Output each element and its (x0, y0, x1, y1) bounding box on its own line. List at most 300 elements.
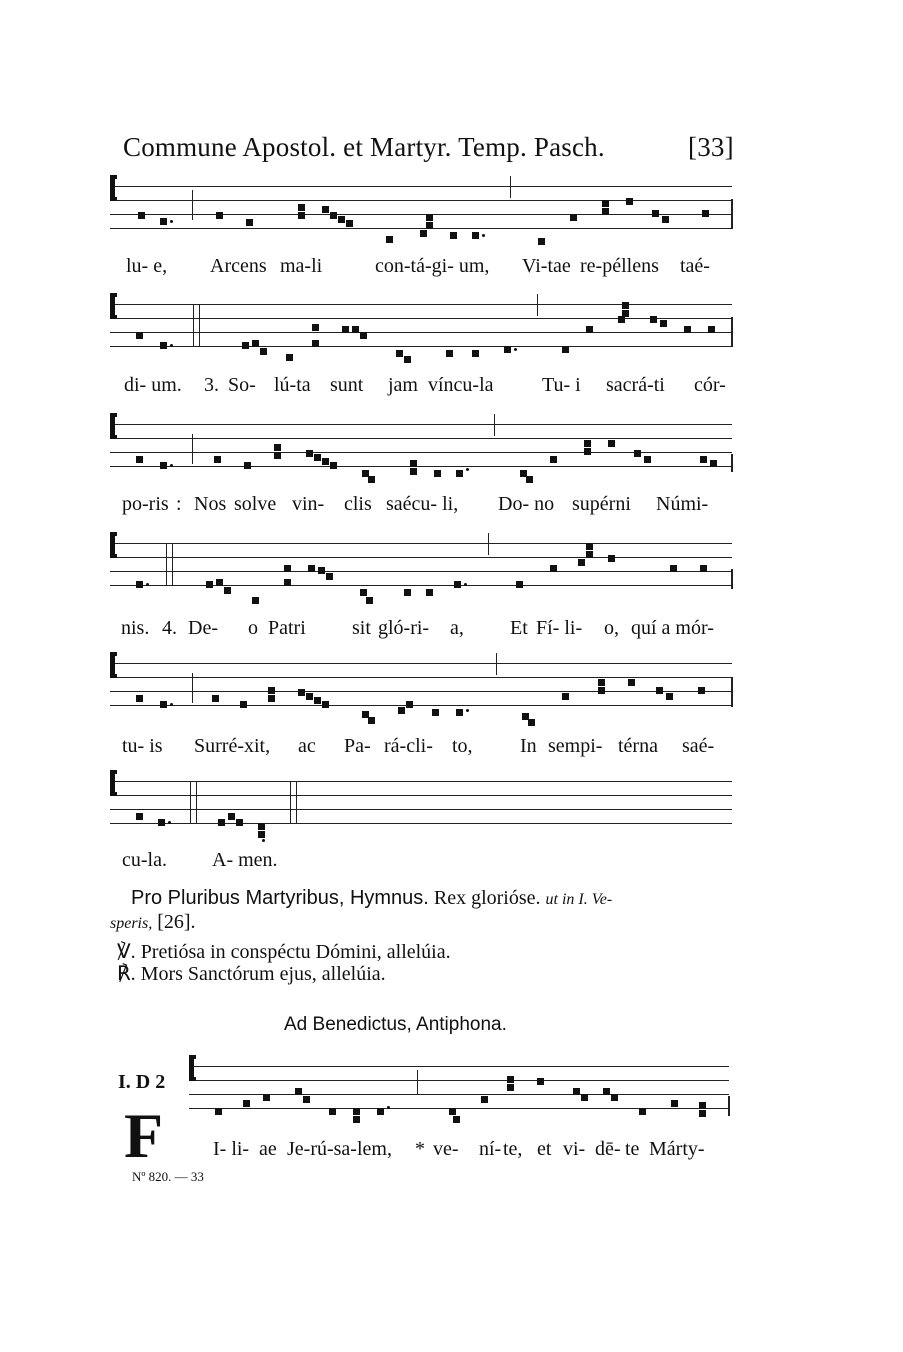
neume-note (218, 819, 225, 826)
lyrics-line (110, 849, 750, 873)
neume-note (308, 565, 315, 572)
neume-note (240, 701, 247, 708)
neume-note (406, 701, 413, 708)
lyrics-line (110, 617, 750, 641)
bar-line (166, 543, 167, 585)
neume-note (342, 326, 349, 333)
neume-note (284, 565, 291, 572)
lyric-syllable: ve- (433, 1138, 459, 1160)
bar-line (731, 454, 733, 472)
lyric-syllable: te (625, 1138, 640, 1160)
lyric-syllable: jam (388, 374, 418, 396)
neume-note (684, 326, 691, 333)
neume-note (598, 687, 605, 694)
lyric-syllable: a, (450, 617, 464, 639)
lyric-syllable: Númi- (656, 493, 709, 515)
neume-note (258, 831, 265, 838)
neume-note (628, 679, 635, 686)
lyric-syllable: po-ris (122, 493, 169, 515)
lyrics-line (110, 255, 750, 279)
bar-line (172, 543, 173, 585)
neume-note (136, 332, 143, 339)
neume-note (353, 1108, 360, 1115)
punctum-mora-dot (170, 344, 173, 347)
lyric-syllable: sacrá-ti (606, 374, 665, 396)
lyric-syllable: ae (259, 1138, 277, 1160)
staff (189, 1052, 729, 1118)
lyric-syllable: o (248, 617, 258, 639)
staff-line (110, 557, 732, 558)
bar-line (417, 1070, 418, 1094)
neume-note (618, 316, 625, 323)
neume-note (136, 581, 143, 588)
neume-note (584, 440, 591, 447)
do-clef-icon (110, 175, 115, 201)
lyric-syllable: térna (618, 735, 658, 757)
hymn-incipit: Rex glorióse. (433, 887, 541, 909)
neume-note (158, 819, 165, 826)
lyric-syllable: ac (298, 735, 316, 757)
neume-note (456, 470, 463, 477)
neume-note (263, 1094, 270, 1101)
staff (110, 767, 732, 833)
footer-signature: Nº 820. — 33 (132, 1169, 204, 1184)
versicle (117, 941, 451, 963)
neume-note (404, 356, 411, 363)
versicle-label: ℣. (117, 941, 136, 963)
neume-note (581, 1094, 588, 1101)
lyric-syllable: con-tá-gi- um, (375, 255, 490, 277)
response (117, 963, 386, 985)
neume-note (634, 450, 641, 457)
neume-note (243, 1100, 250, 1107)
punctum-mora-dot (146, 583, 149, 586)
do-clef-icon (110, 770, 115, 796)
lyric-syllable: Je-rú-sa-lem, (287, 1138, 392, 1160)
response-text: Mors Sanctórum ejus, allelúia. (140, 963, 386, 985)
neume-note (449, 1108, 456, 1115)
lyrics-line (189, 1138, 729, 1162)
lyric-syllable: 3. (204, 374, 219, 396)
neume-note (136, 813, 143, 820)
neume-note (284, 579, 291, 586)
lyric-syllable: gló-ri- (378, 617, 430, 639)
neume-note (670, 565, 677, 572)
punctum-mora-dot (170, 220, 173, 223)
staff-line (110, 186, 732, 187)
neume-note (246, 219, 253, 226)
lyric-syllable: Arcens (210, 255, 267, 277)
neume-note (212, 695, 219, 702)
neume-note (326, 573, 333, 580)
lyric-syllable: * (415, 1138, 425, 1160)
staff-line (110, 438, 732, 439)
neume-note (216, 212, 223, 219)
neume-note (622, 302, 629, 309)
neume-note (454, 581, 461, 588)
neume-note (260, 348, 267, 355)
neume-note (699, 1102, 706, 1109)
lyric-syllable: supérni (572, 493, 631, 515)
bar-line (510, 176, 511, 198)
lyric-syllable: rá-cli- (384, 735, 433, 757)
staff-line (189, 1080, 729, 1081)
lyric-syllable: Márty- (649, 1138, 705, 1160)
punctum-mora-dot (466, 468, 469, 471)
neume-note (472, 350, 479, 357)
neume-note (160, 342, 167, 349)
neume-note (550, 565, 557, 572)
neume-note (602, 200, 609, 207)
lyric-syllable: So- (228, 374, 256, 396)
neume-note (274, 444, 281, 451)
staff-line (110, 304, 732, 305)
neume-note (456, 709, 463, 716)
neume-note (699, 1110, 706, 1117)
lyric-syllable: re-péllens (580, 255, 659, 277)
lyric-syllable: lu- e, (126, 255, 168, 277)
staff-line (110, 332, 732, 333)
staff-line (110, 781, 732, 782)
neume-note (507, 1076, 514, 1083)
do-clef-icon (110, 413, 115, 439)
neume-note (622, 310, 629, 317)
bar-line (537, 294, 538, 316)
neume-note (352, 326, 359, 333)
neume-note (258, 823, 265, 830)
lyric-syllable: A- men. (212, 849, 278, 871)
bar-line (192, 673, 193, 703)
neume-note (360, 589, 367, 596)
staff-line (110, 691, 732, 692)
neume-note (537, 1078, 544, 1085)
lyric-syllable: Et (510, 617, 528, 639)
lyrics-line (110, 374, 750, 398)
staff-line (110, 663, 732, 664)
bar-line (494, 414, 495, 436)
bar-line (199, 304, 200, 346)
punctum-mora-dot (466, 709, 469, 712)
hymn-heading: Pro Pluribus Martyribus, Hymnus. (131, 887, 429, 909)
neume-note (516, 581, 523, 588)
staff-line (110, 346, 732, 347)
neume-note (368, 476, 375, 483)
lyric-syllable: Do- no (498, 493, 555, 515)
lyric-syllable: In (520, 735, 537, 757)
neume-note (671, 1100, 678, 1107)
lyric-syllable: 4. (162, 617, 177, 639)
neume-note (360, 332, 367, 339)
neume-note (578, 559, 585, 566)
neume-note (298, 212, 305, 219)
neume-note (295, 1088, 302, 1095)
neume-note (420, 230, 427, 237)
lyric-syllable: Tu- i (542, 374, 581, 396)
neume-note (608, 555, 615, 562)
neume-note (138, 212, 145, 219)
neume-note (160, 701, 167, 708)
bar-line (728, 1096, 730, 1116)
neume-note (450, 232, 457, 239)
staff (110, 410, 732, 476)
lyric-syllable: to, (452, 735, 473, 757)
lyric-syllable: o, (604, 617, 619, 639)
response-label: ℟. (117, 963, 136, 985)
neume-note (586, 551, 593, 558)
neume-note (386, 236, 393, 243)
neume-note (346, 220, 353, 227)
lyric-syllable: di- um. (124, 374, 182, 396)
neume-note (598, 679, 605, 686)
staff-line (110, 200, 732, 201)
neume-note (312, 324, 319, 331)
neume-note (481, 1096, 488, 1103)
neume-note (136, 456, 143, 463)
punctum-mora-dot (168, 821, 171, 824)
neume-note (710, 460, 717, 467)
lyric-syllable: ní- (479, 1138, 502, 1160)
bar-line (192, 434, 193, 464)
lyric-syllable: clis (344, 493, 372, 515)
neume-note (322, 701, 329, 708)
neume-note (298, 689, 305, 696)
staff-line (110, 677, 732, 678)
hymn-reference-cont (110, 911, 196, 935)
staff-line (110, 543, 732, 544)
neume-note (268, 687, 275, 694)
lyric-syllable: víncu-la (428, 374, 494, 396)
neume-note (242, 342, 249, 349)
neume-note (306, 693, 313, 700)
neume-note (650, 316, 657, 323)
title-text: Commune Apostol. et Martyr. Temp. Pasch. (123, 132, 605, 162)
neume-note (314, 454, 321, 461)
lyric-syllable: Vi-tae (522, 255, 571, 277)
neume-note (446, 350, 453, 357)
bar-line (731, 199, 733, 229)
bar-line (731, 569, 733, 589)
neume-note (314, 697, 321, 704)
neume-note (453, 1116, 460, 1123)
mode-label: I. D 2 (118, 1071, 166, 1093)
bar-line (290, 781, 291, 823)
lyric-syllable: : (176, 493, 182, 515)
neume-note (329, 1108, 336, 1115)
neume-note (550, 456, 557, 463)
lyric-syllable: te, (503, 1138, 523, 1160)
bar-line (296, 781, 297, 823)
neume-note (528, 719, 535, 726)
staff-line (189, 1108, 729, 1109)
neume-note (206, 581, 213, 588)
neume-note (298, 204, 305, 211)
punctum-mora-dot (170, 464, 173, 467)
neume-note (660, 320, 667, 327)
neume-note (252, 340, 259, 347)
neume-note (700, 565, 707, 572)
neume-note (322, 206, 329, 213)
lyric-syllable: Nos (194, 493, 227, 515)
lyric-syllable: quí a mór- (631, 617, 714, 639)
antiphon-heading: Ad Benedictus, Antiphona. (284, 1014, 507, 1035)
neume-note (432, 709, 439, 716)
lyric-syllable: vin- (292, 493, 325, 515)
neume-note (666, 693, 673, 700)
neume-note (353, 1116, 360, 1123)
neume-note (570, 214, 577, 221)
neume-note (573, 1088, 580, 1095)
lyric-syllable: taé- (680, 255, 710, 277)
hymn-reference-italic-2: speris, (110, 915, 153, 932)
lyric-syllable: saé- (682, 735, 715, 757)
bar-line (731, 677, 733, 707)
hymn-reference-page: [26]. (157, 911, 196, 933)
page-number: [33] (688, 132, 734, 162)
neume-note (526, 476, 533, 483)
lyric-syllable: Surré-xit, (194, 735, 271, 757)
lyric-syllable: saécu- li, (386, 493, 459, 515)
staff-line (189, 1066, 729, 1067)
neume-note (584, 448, 591, 455)
neume-note (639, 1108, 646, 1115)
lyric-syllable: Patri (268, 617, 306, 639)
neume-note (426, 214, 433, 221)
punctum-mora-dot (482, 234, 485, 237)
neume-note (136, 695, 143, 702)
lyric-syllable: Pa- (344, 735, 371, 757)
do-clef-icon (110, 293, 115, 319)
neume-note (244, 462, 251, 469)
lyric-syllable: nis. (121, 617, 150, 639)
neume-note (507, 1084, 514, 1091)
neume-note (396, 350, 403, 357)
neume-note (472, 232, 479, 239)
staff-line (110, 466, 732, 467)
lyric-syllable: sunt (330, 374, 364, 396)
neume-note (214, 456, 221, 463)
neume-note (426, 589, 433, 596)
neume-note (268, 695, 275, 702)
neume-note (366, 597, 373, 604)
punctum-mora-dot (262, 839, 265, 842)
neume-note (603, 1088, 610, 1095)
neume-note (318, 567, 325, 574)
do-clef-icon (189, 1055, 194, 1081)
neume-note (368, 717, 375, 724)
do-clef-icon (110, 532, 115, 558)
lyric-syllable: et (537, 1138, 552, 1160)
neume-note (700, 456, 707, 463)
staff-line (110, 795, 732, 796)
lyric-syllable: I- li- (213, 1138, 250, 1160)
neume-note (602, 208, 609, 215)
bar-line (496, 653, 497, 675)
neume-note (274, 452, 281, 459)
neume-note (698, 687, 705, 694)
page-title (123, 132, 734, 163)
lyric-syllable: Fí- li- (536, 617, 583, 639)
neume-note (708, 326, 715, 333)
neume-note (562, 693, 569, 700)
neume-note (330, 462, 337, 469)
lyric-syllable: ma-li (280, 255, 323, 277)
neume-note (434, 470, 441, 477)
neume-note (338, 216, 345, 223)
staff-line (110, 585, 732, 586)
hymn-reference-italic: ut in I. Ve- (545, 891, 613, 908)
lyric-syllable: tu- is (122, 735, 163, 757)
bar-line (196, 781, 197, 823)
staff (110, 649, 732, 715)
lyric-syllable: cór- (694, 374, 726, 396)
neume-note (426, 222, 433, 229)
neume-note (562, 346, 569, 353)
neume-note (404, 589, 411, 596)
lyrics-line (110, 493, 750, 517)
staff (110, 529, 732, 595)
bar-line (190, 781, 191, 823)
punctum-mora-dot (170, 703, 173, 706)
neume-note (410, 468, 417, 475)
neume-note (160, 218, 167, 225)
lyric-syllable: sempi- (548, 735, 603, 757)
neume-note (252, 597, 259, 604)
neume-note (608, 440, 615, 447)
bar-line (193, 304, 194, 346)
neume-note (644, 456, 651, 463)
staff (110, 172, 732, 238)
staff-line (110, 571, 732, 572)
staff-line (110, 705, 732, 706)
staff-line (110, 809, 732, 810)
neume-note (702, 210, 709, 217)
neume-note (410, 460, 417, 467)
punctum-mora-dot (514, 348, 517, 351)
lyrics-line (110, 735, 750, 759)
neume-note (398, 707, 405, 714)
neume-note (306, 450, 313, 457)
neume-note (662, 216, 669, 223)
neume-note (312, 340, 319, 347)
neume-note (652, 210, 659, 217)
neume-note (286, 354, 293, 361)
lyric-syllable: cu-la. (122, 849, 167, 871)
lyric-syllable: lú-ta (274, 374, 311, 396)
neume-note (236, 819, 243, 826)
lyric-syllable: vi- (563, 1138, 586, 1160)
neume-note (377, 1108, 384, 1115)
neume-note (215, 1108, 222, 1115)
neume-note (228, 813, 235, 820)
staff-line (189, 1094, 729, 1095)
do-clef-icon (110, 652, 115, 678)
initial-letter: F (124, 1100, 164, 1171)
lyric-syllable: dē- (595, 1138, 621, 1160)
bar-line (488, 533, 489, 555)
neume-note (626, 198, 633, 205)
neume-note (656, 687, 663, 694)
bar-line (731, 317, 733, 347)
staff-line (110, 424, 732, 425)
staff-line (110, 318, 732, 319)
neume-note (160, 462, 167, 469)
hymn-reference (131, 887, 612, 911)
lyric-syllable: sit (352, 617, 371, 639)
staff (110, 290, 732, 356)
neume-note (303, 1096, 310, 1103)
staff-line (110, 214, 732, 215)
punctum-mora-dot (387, 1106, 390, 1109)
